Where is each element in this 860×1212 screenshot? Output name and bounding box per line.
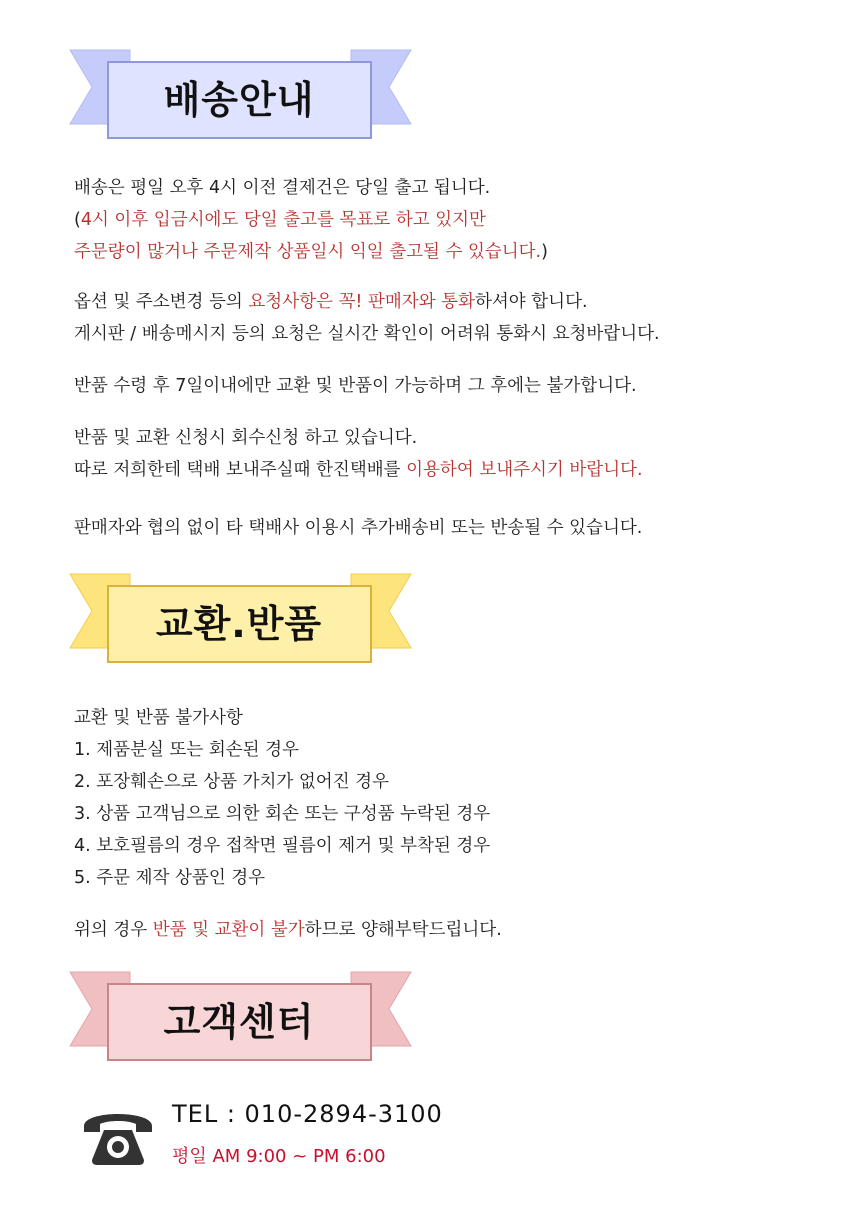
contact-info <box>80 1098 500 1178</box>
list-item: 1. 제품분실 또는 회손된 경우 <box>74 740 299 760</box>
text: ) <box>541 242 548 262</box>
text: 옵션 및 주소변경 등의 <box>74 292 249 312</box>
text-line <box>74 236 548 268</box>
text-line: 판매자와 협의 없이 타 택배사 이용시 추가배송비 또는 반송될 수 있습니다. <box>74 518 643 538</box>
customer-center-banner <box>68 968 413 1068</box>
text-line <box>74 286 660 318</box>
text-line: 반품 및 교환 신청시 회수신청 하고 있습니다. <box>74 428 418 448</box>
shipping-para-4 <box>74 422 643 486</box>
list-item: 3. 상품 고객님으로 의한 회손 또는 구성품 누락된 경우 <box>74 804 491 824</box>
banner-title: 교환.반품 <box>155 601 323 646</box>
highlight-text: 4시 이후 입금시에도 당일 출고를 목표로 하고 있지만 <box>80 210 486 230</box>
highlight-text: 요청사항은 꼭! 판매자와 통화 <box>248 292 475 312</box>
shipping-banner <box>68 46 413 146</box>
list-item: 5. 주문 제작 상품인 경우 <box>74 868 266 888</box>
list-heading: 교환 및 반품 불가사항 <box>74 708 243 728</box>
text: ( <box>74 210 81 230</box>
text: 하므로 양해부탁드립니다. <box>304 920 502 940</box>
exchange-list <box>74 702 490 894</box>
exchange-banner <box>68 570 413 670</box>
shipping-para-3 <box>74 370 637 402</box>
highlight-text: 반품 및 교환이 불가 <box>152 920 305 940</box>
text-line: 배송은 평일 오후 4시 이전 결제건은 당일 출고 됩니다. <box>74 178 491 198</box>
text: 따로 저희한테 택배 보내주실때 한진택배를 <box>74 460 407 480</box>
text-line: 반품 수령 후 7일이내에만 교환 및 반품이 가능하며 그 후에는 불가합니다. <box>74 376 637 396</box>
banner-title: 배송안내 <box>163 77 315 122</box>
text-line <box>74 204 548 236</box>
text-line <box>74 914 502 946</box>
text: 위의 경우 <box>74 920 153 940</box>
list-item: 4. 보호필름의 경우 접착면 필름이 제거 및 부착된 경우 <box>74 836 491 856</box>
list-item: 2. 포장훼손으로 상품 가치가 없어진 경우 <box>74 772 389 792</box>
telephone-icon <box>80 1104 156 1166</box>
banner-title: 고객센터 <box>163 999 315 1044</box>
highlight-text: 주문량이 많거나 주문제작 상품일시 익일 출고될 수 있습니다. <box>74 242 542 262</box>
text: 하셔야 합니다. <box>474 292 588 312</box>
text-line <box>74 454 643 486</box>
text-line: 게시판 / 배송메시지 등의 요청은 실시간 확인이 어려워 통화시 요청바랍니다. <box>74 324 660 344</box>
business-hours: 평일 AM 9:00 ~ PM 6:00 <box>172 1146 386 1167</box>
phone-number: TEL : 010-2894-3100 <box>172 1100 443 1128</box>
exchange-note <box>74 914 502 946</box>
highlight-text: 이용하여 보내주시기 바랍니다. <box>406 460 643 480</box>
shipping-para-2 <box>74 286 660 350</box>
shipping-para-1 <box>74 172 548 268</box>
shipping-para-5 <box>74 512 642 544</box>
